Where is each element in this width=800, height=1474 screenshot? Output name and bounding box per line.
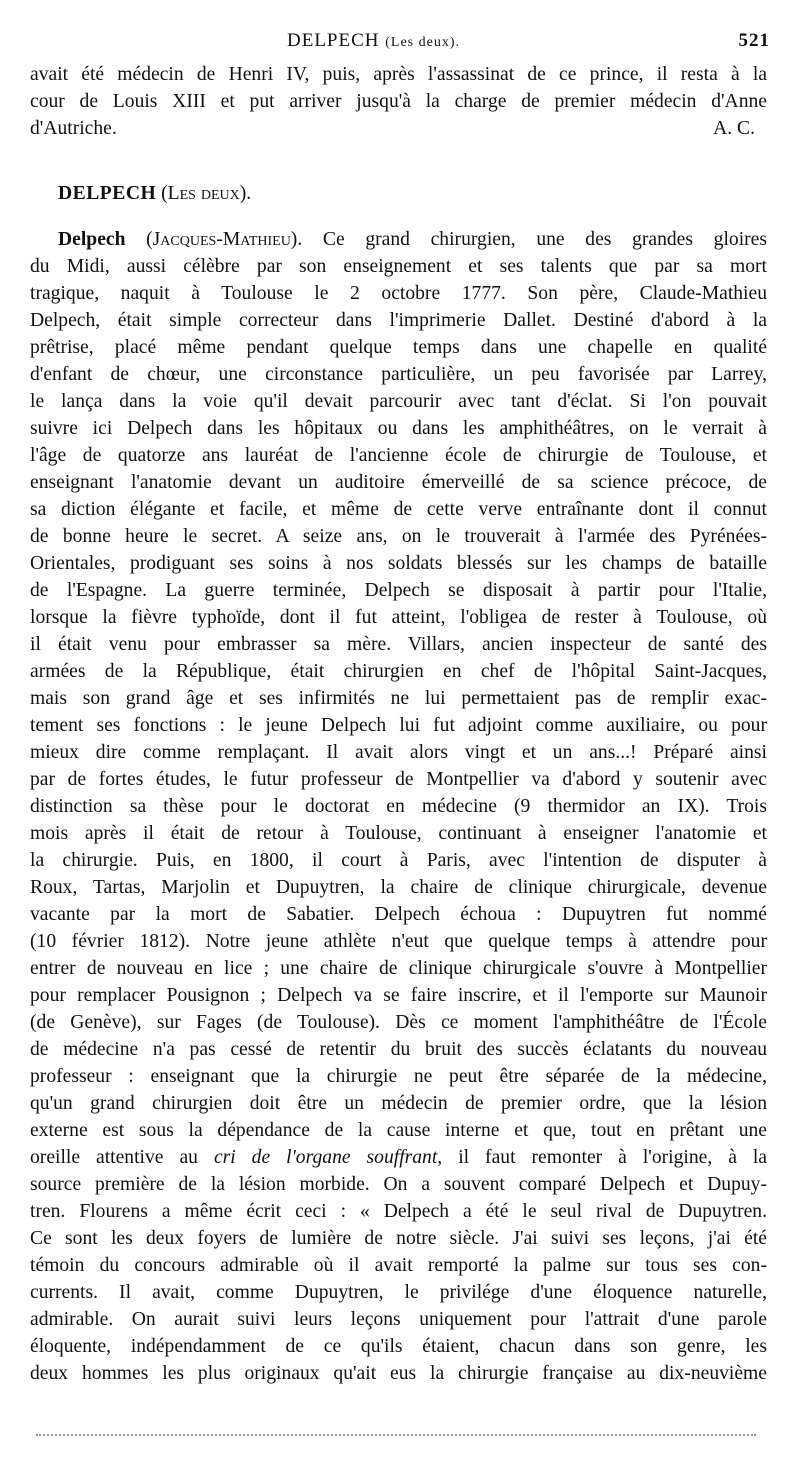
text-line: tragique, naquit à Toulouse le 2 octobre 1777. Son père, Claude-Mathieu	[30, 283, 767, 304]
text-line: entrer de nouveau en lice ; une chaire de clinique chirurgicale s'ouvre à Montpellier	[30, 958, 767, 979]
text-line: lorsque la fièvre typhoïde, dont il fut atteint, l'obligea de rester à Toulouse, où	[30, 607, 767, 628]
text-line: d'Autriche.	[30, 118, 117, 139]
text-line: il était venu pour embrasser sa mère. Villars, ancien inspecteur de santé des	[30, 634, 767, 655]
text-line-with-italic	[30, 1144, 767, 1171]
text-line: mois après il était de retour à Toulouse, continuant à enseigner l'anatomie et	[30, 823, 767, 844]
text-line: sa diction élégante et facile, et même de cette verve entraînante dont il connut	[30, 499, 767, 520]
author-signature: A. C.	[713, 118, 755, 139]
text-line: pour remplacer Pousignon ; Delpech va se faire inscrire, et il l'emporte sur Maunoir	[30, 985, 767, 1006]
running-head-title	[287, 30, 460, 52]
text-line: Orientales, prodiguant ses soins à nos soldats blessés sur les champs de bataille	[30, 553, 767, 574]
text-line: qu'un grand chirurgien doit être un médecin de premier ordre, que la lésion	[30, 1093, 767, 1114]
article-first-line	[30, 226, 767, 253]
text-line: professeur : enseignant que la chirurgie ne peut être séparée de la médecine,	[30, 1066, 767, 1087]
text-line: la chirurgie. Puis, en 1800, il court à Paris, avec l'intention de disputer à	[30, 850, 767, 871]
text-line: (10 février 1812). Notre jeune athlète n'eut que quelque temps à attendre pour	[30, 931, 767, 952]
entry-heading-suffix: (Les deux).	[161, 183, 252, 204]
italic-line-after: il faut remonter à l'origine, à la	[458, 1147, 767, 1168]
text-line: par de fortes études, le futur professeur de Montpellier va d'abord y soutenir avec	[30, 769, 767, 790]
text-line: externe est sous la dépendance de la cause interne et que, tout en prêtant une	[30, 1120, 767, 1141]
entry-heading	[58, 180, 251, 207]
text-line: Ce sont les deux foyers de lumière de notre siècle. J'ai suivi ses leçons, j'ai été	[30, 1228, 767, 1249]
previous-entry-last-line	[30, 115, 767, 142]
running-head-name: DELPECH	[287, 30, 380, 51]
article-body	[30, 226, 767, 1387]
lead-forename: (Jacques-Mathieu).	[146, 229, 303, 250]
italic-quote: cri de l'organe souffrant,	[213, 1147, 443, 1168]
text-line: vacante par la mort de Sabatier. Delpech échoua : Dupuytren fut nommé	[30, 904, 767, 925]
text-line: deux hommes les plus originaux qu'ait eus la chirurgie française au dix-neuvième	[30, 1363, 767, 1384]
text-line: d'enfant de chœur, une circonstance particulière, un peu favorisée par Larrey,	[30, 364, 767, 385]
text-line: suivre ici Delpech dans les hôpitaux ou dans les amphithéâtres, on le verrait à	[30, 418, 767, 439]
text-line: de médecine n'a pas cessé de retentir du bruit des succès éclatants du nouveau	[30, 1039, 767, 1060]
text-line: source première de la lésion morbide. On a souvent comparé Delpech et Dupuy-	[30, 1174, 767, 1195]
running-head-suffix: (Les deux).	[385, 35, 461, 50]
text-line: Delpech, était simple correcteur dans l'imprimerie Dallet. Destiné d'abord à la	[30, 310, 767, 331]
running-head	[0, 30, 800, 54]
bottom-dotted-rule	[36, 1434, 756, 1436]
page-number: 521	[738, 30, 770, 51]
text-line: le lança dans la voie qu'il devait parcourir avec tant d'éclat. Si l'on pouvait	[30, 391, 767, 412]
text-line: de l'Espagne. La guerre terminée, Delpech se disposait à partir pour l'Italie,	[30, 580, 767, 601]
italic-line-before: oreille attentive au	[30, 1147, 198, 1168]
text-line: mieux dire comme remplaçant. Il avait alors vingt et un ans...! Préparé ainsi	[30, 742, 767, 763]
entry-heading-name: DELPECH	[58, 183, 157, 204]
lead-name: Delpech	[58, 229, 126, 250]
text-line: armées de la République, était chirurgien en chef de l'hôpital Saint-Jacques,	[30, 661, 767, 682]
text-line: témoin du concours admirable où il avait remporté la palme sur tous ses con-	[30, 1255, 767, 1276]
text-line: Roux, Tartas, Marjolin et Dupuytren, la chaire de clinique chirurgicale, devenue	[30, 877, 767, 898]
text-line: prêtrise, placé même pendant quelque temps dans une chapelle en qualité	[30, 337, 767, 358]
text-line: admirable. On aurait suivi leurs leçons uniquement pour l'attrait d'une parole	[30, 1309, 767, 1330]
text-line: tement ses fonctions : le jeune Delpech lui fut adjoint comme auxiliaire, ou pour	[30, 715, 767, 736]
text-line: (de Genève), sur Fages (de Toulouse). Dès ce moment l'amphithéâtre de l'École	[30, 1012, 767, 1033]
text-line: cour de Louis XIII et put arriver jusqu'à la charge de premier médecin d'Anne	[30, 91, 767, 112]
text-line: l'âge de quatorze ans lauréat de l'ancienne école de chirurgie de Toulouse, et	[30, 445, 767, 466]
text-line: de bonne heure le secret. A seize ans, on le trouverait à l'armée des Pyrénées-	[30, 526, 767, 547]
text-line: avait été médecin de Henri IV, puis, après l'assassinat de ce prince, il resta à la	[30, 64, 767, 85]
text-line: enseignant l'anatomie devant un auditoire émerveillé de sa science précoce, de	[30, 472, 767, 493]
first-line-text: Ce grand chirurgien, une des grandes gloires	[322, 229, 767, 250]
text-line: distinction sa thèse pour le doctorat en médecine (9 thermidor an IX). Trois	[30, 796, 767, 817]
text-line: éloquente, indépendamment de ce qu'ils étaient, chacun dans son genre, les	[30, 1336, 767, 1357]
text-line: currents. Il avait, comme Dupuytren, le privilége d'une éloquence naturelle,	[30, 1282, 767, 1303]
previous-entry-end	[30, 61, 767, 142]
text-line: tren. Flourens a même écrit ceci : « Delpech a été le seul rival de Dupuytren.	[30, 1201, 767, 1222]
text-line: du Midi, aussi célèbre par son enseignement et ses talents que par sa mort	[30, 256, 767, 277]
text-line: mais son grand âge et ses infirmités ne lui permettaient pas de remplir exac-	[30, 688, 767, 709]
